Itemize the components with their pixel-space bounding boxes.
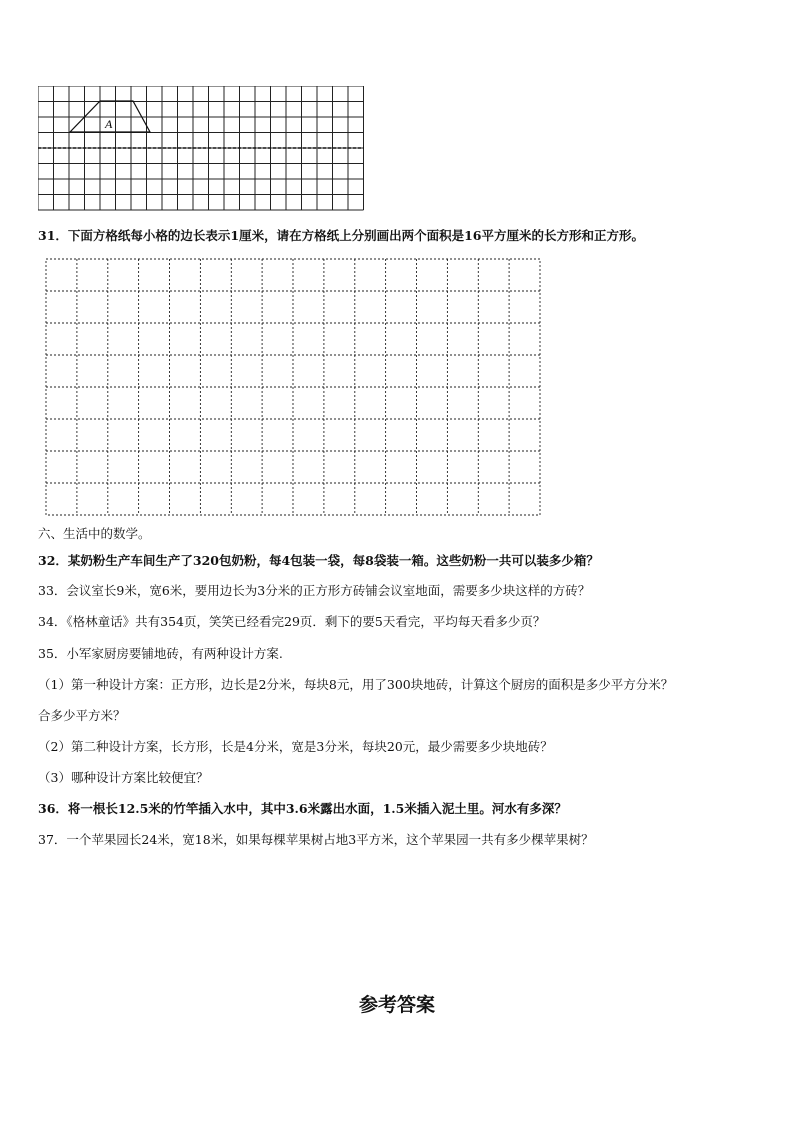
question-32: 32．某奶粉生产车间生产了320包奶粉，每4包装一袋，每8袋装一箱。这些奶粉一共可以装多少箱？: [38, 553, 599, 568]
question-36: 36．将一根长12.5米的竹竿插入水中，其中3.6米露出水面，1.5米插入泥土里。河水有多深？: [38, 801, 567, 816]
question-35-part-1-cont: 合多少平方米？: [38, 708, 126, 723]
question-33: 33．会议室长9米，宽6米，要用边长为3分米的正方形方砖铺会议室地面，需要多少块这样的方砖？: [38, 583, 591, 598]
top-grid-figure: [38, 86, 368, 212]
question-34: 34．《格林童话》共有354页，笑笑已经看完29页．剩下的要5天看完，平均每天看多少页？: [38, 614, 546, 629]
question-35-part-3: （3）哪种设计方案比较便宜？: [38, 770, 209, 785]
answer-title: 参考答案: [358, 994, 435, 1016]
trapezoid-label: A: [105, 117, 113, 131]
section-6-heading: 六、生活中的数学。: [38, 526, 151, 541]
question-35-part-2: （2）第二种设计方案，长方形，长是4分米，宽是3分米，每块20元，最少需要多少块地砖？: [38, 739, 553, 754]
dashed-grid-paper: [45, 258, 543, 518]
question-35: 35．小军家厨房要铺地砖，有两种设计方案.: [38, 646, 283, 661]
question-31: 31．下面方格纸每小格的边长表示1厘米，请在方格纸上分别画出两个面积是16平方厘米的长方形和正方形。: [38, 228, 644, 243]
question-37: 37．一个苹果园长24米，宽18米，如果每棵苹果树占地3平方米，这个苹果园一共有多少棵苹果树？: [38, 832, 594, 847]
question-35-part-1: （1）第一种设计方案：正方形，边长是2分米，每块8元，用了300块地砖，计算这个厨房的面积是多少平方分米？: [38, 677, 674, 692]
